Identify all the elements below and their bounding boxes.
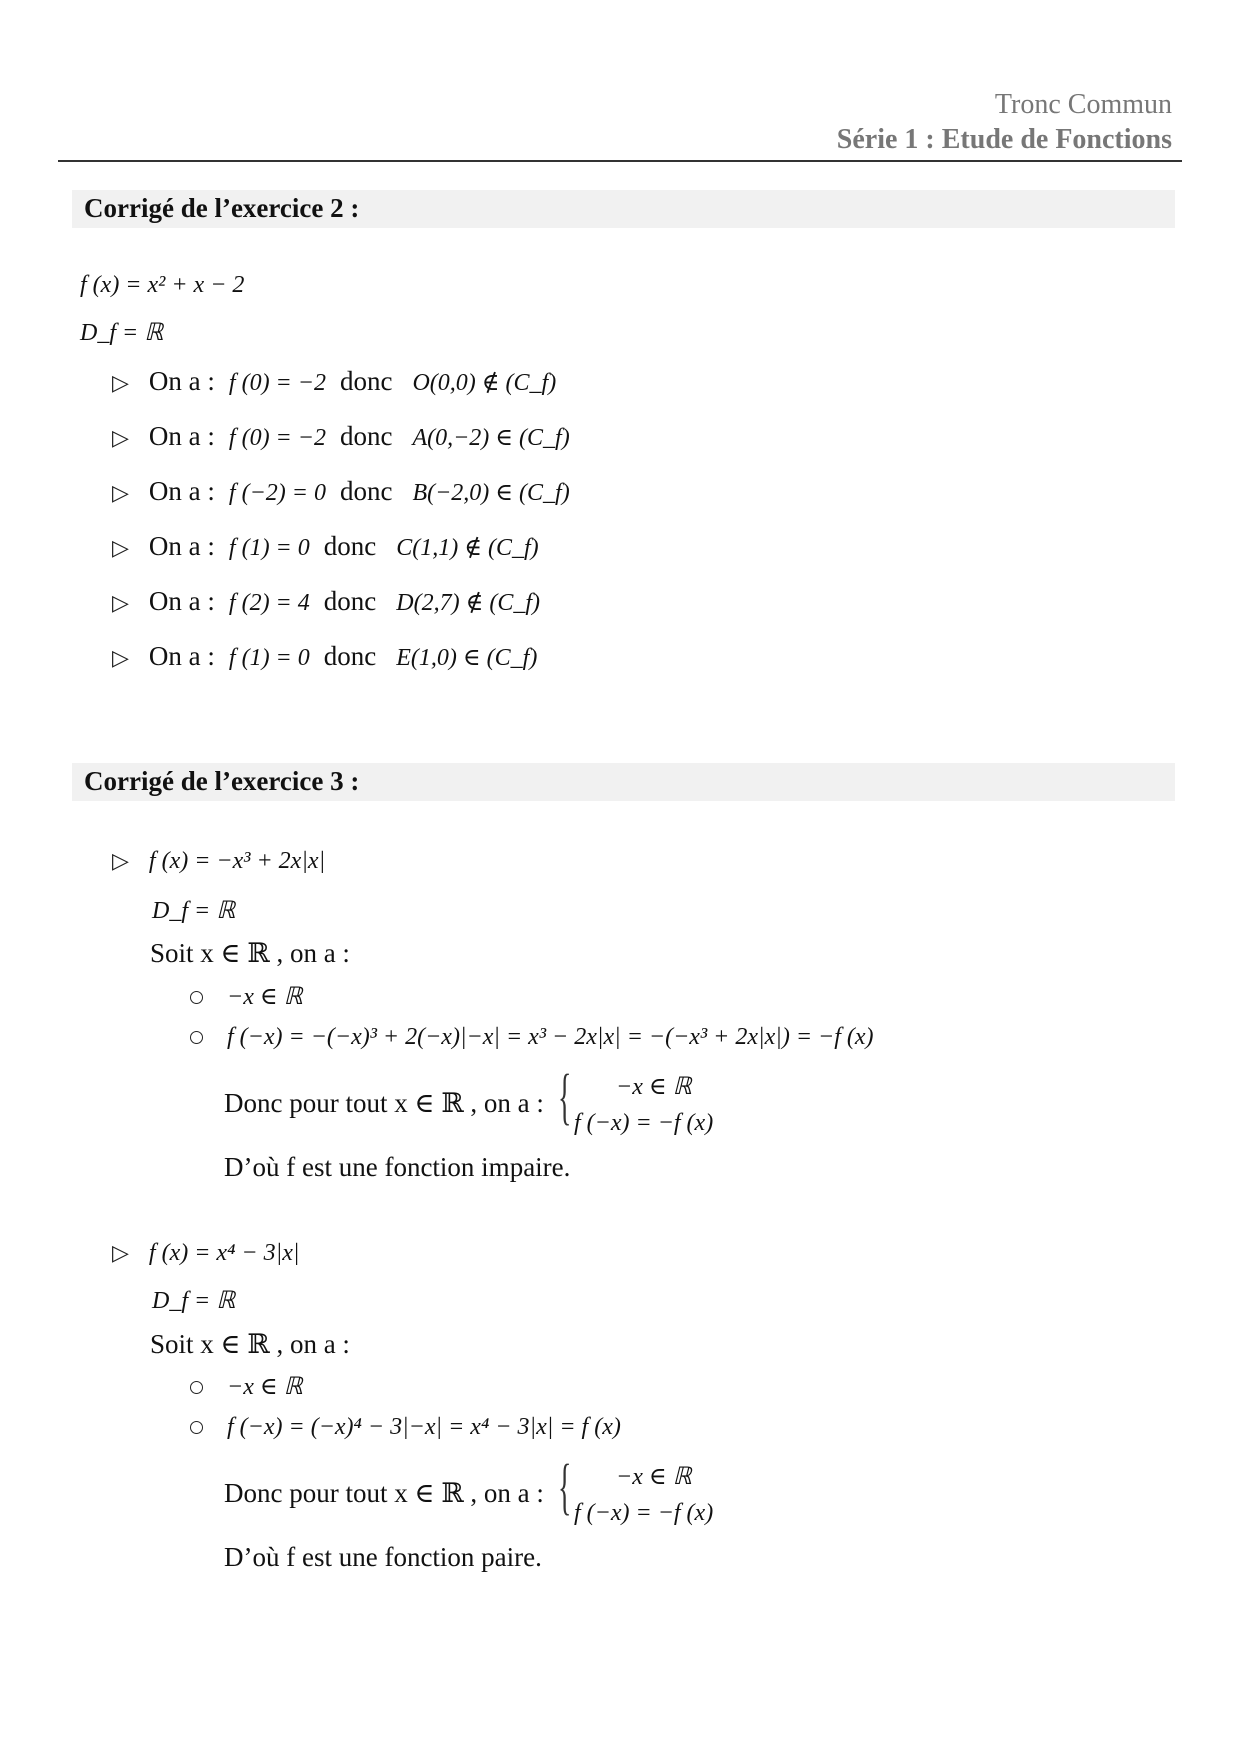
- circle-bullet-icon: [190, 1381, 203, 1394]
- header-divider: [58, 160, 1182, 162]
- course-name: Tronc Commun: [994, 89, 1172, 120]
- ex3-part2-step1: −x ∈ ℝ: [190, 1372, 303, 1401]
- circle-bullet-icon: [190, 991, 203, 1004]
- triangle-bullet-icon: ▷: [112, 848, 129, 873]
- triangle-bullet-icon: ▷: [112, 645, 129, 670]
- series-title: Série 1 : Etude de Fonctions: [836, 124, 1172, 155]
- triangle-bullet-icon: ▷: [112, 370, 129, 395]
- ex3-part2-step2: f (−x) = (−x)⁴ − 3|−x| = x⁴ − 3|x| = f (x): [190, 1414, 621, 1441]
- ex3-part1-conclusion: D’où f est une fonction impaire.: [224, 1152, 571, 1182]
- ex3-part2-donc: Donc pour tout x ∈ ℝ , on a :: [224, 1478, 544, 1508]
- triangle-bullet-icon: ▷: [112, 590, 129, 615]
- ex3-part2-system-line1: −x ∈ ℝ: [616, 1464, 692, 1490]
- triangle-bullet-icon: ▷: [112, 535, 129, 560]
- ex3-part1-step2: f (−x) = −(−x)³ + 2(−x)|−x| = x³ − 2x|x| = −(−x³ + 2x|x|) = −f (x): [190, 1024, 874, 1051]
- section-heading-ex3: [72, 763, 1175, 801]
- ex2-item: ▷ On a : f (2) = 4 donc D(2,7) ∉ (C_f): [112, 586, 540, 616]
- ex3-part1-function: ▷ f (x) = −x³ + 2x|x|: [112, 848, 326, 874]
- ex3-part1-system-line2: f (−x) = −f (x): [574, 1110, 714, 1136]
- section-title-ex2: Corrigé de l’exercice 2 :: [84, 193, 360, 223]
- circle-bullet-icon: [190, 1031, 203, 1044]
- ex2-item: ▷ On a : f (0) = −2 donc A(0,−2) ∈ (C_f): [112, 421, 570, 451]
- ex2-item: ▷ On a : f (1) = 0 donc E(1,0) ∈ (C_f): [112, 641, 538, 671]
- triangle-bullet-icon: ▷: [112, 480, 129, 505]
- section-title-ex3: Corrigé de l’exercice 3 :: [84, 766, 360, 796]
- ex2-function: f (x) = x² + x − 2: [80, 272, 245, 298]
- ex3-part2-conclusion: D’où f est une fonction paire.: [224, 1542, 542, 1572]
- ex3-part2-system-line2: f (−x) = −f (x): [574, 1500, 714, 1526]
- ex2-domain: D_f = ℝ: [80, 320, 164, 346]
- section-heading-ex2: [72, 190, 1175, 228]
- ex3-part2-soit: Soit x ∈ ℝ , on a :: [150, 1329, 350, 1359]
- ex3-part2-function: ▷ f (x) = x⁴ − 3|x|: [112, 1240, 300, 1266]
- ex3-part1-domain: D_f = ℝ: [152, 898, 236, 924]
- left-brace-icon: {: [558, 1063, 572, 1131]
- ex2-item: ▷ On a : f (1) = 0 donc C(1,1) ∉ (C_f): [112, 531, 539, 561]
- left-brace-icon: {: [558, 1453, 572, 1521]
- triangle-bullet-icon: ▷: [112, 425, 129, 450]
- page-header: [837, 88, 1172, 158]
- ex2-item: ▷ On a : f (−2) = 0 donc B(−2,0) ∈ (C_f): [112, 476, 570, 506]
- ex3-part1-soit: Soit x ∈ ℝ , on a :: [150, 938, 350, 968]
- circle-bullet-icon: [190, 1421, 203, 1434]
- ex2-item: ▷ On a : f (0) = −2 donc O(0,0) ∉ (C_f): [112, 366, 557, 396]
- ex3-part1-step1: −x ∈ ℝ: [190, 982, 303, 1011]
- triangle-bullet-icon: ▷: [112, 1240, 129, 1265]
- ex3-part1-donc: Donc pour tout x ∈ ℝ , on a :: [224, 1088, 544, 1118]
- ex3-part2-domain: D_f = ℝ: [152, 1288, 236, 1314]
- ex3-part1-system-line1: −x ∈ ℝ: [616, 1074, 692, 1100]
